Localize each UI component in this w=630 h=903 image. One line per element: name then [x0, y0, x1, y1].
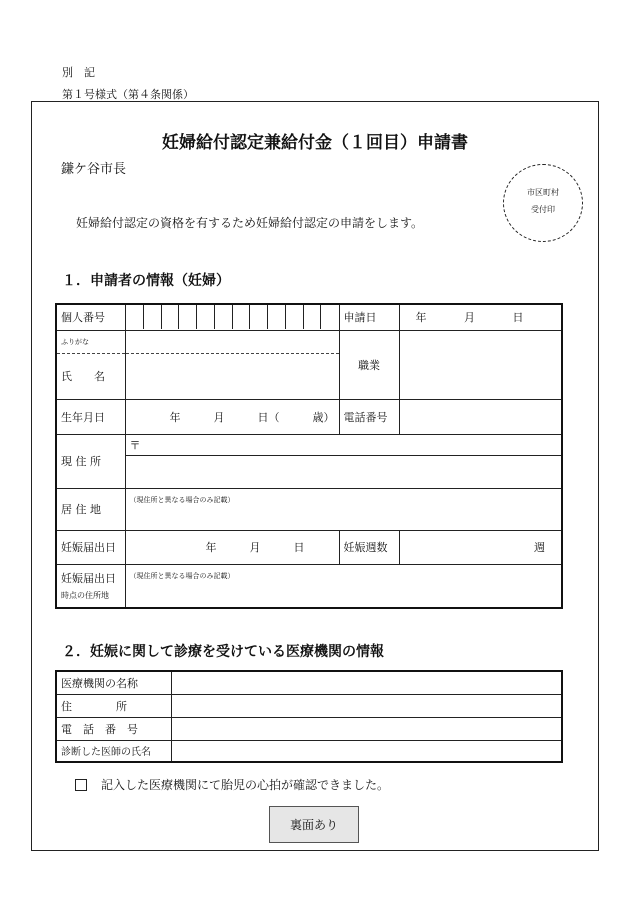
individual-number-field[interactable] [125, 304, 339, 330]
section2-heading: ２．妊娠に関して診療を受けている医療機関の情報 [62, 644, 384, 660]
heartbeat-checkbox-label: 記入した医療機関にて胎児の心拍が確認できました。 [101, 778, 390, 792]
address-field[interactable] [125, 455, 562, 488]
date-month: 月 [464, 311, 475, 325]
birthdate-label: 生年月日 [56, 399, 125, 434]
date-year: 年 [415, 311, 427, 325]
postal-code-field[interactable] [125, 434, 562, 455]
back-side-label: 裏面あり [289, 818, 338, 832]
back-side-button[interactable] [269, 806, 359, 843]
institution-address-label: 住 所 [56, 694, 171, 717]
doctor-name-field[interactable] [171, 740, 562, 762]
application-date-field[interactable] [399, 304, 562, 330]
birthdate-field[interactable] [125, 399, 339, 434]
report-address-field[interactable] [125, 564, 562, 608]
occupation-label: 職業 [339, 330, 399, 399]
institution-name-label: 医療機関の名称 [56, 671, 171, 694]
birthdate-format: 年 月 日（ 歳） [169, 410, 335, 424]
residence-label: 居 住 地 [56, 488, 125, 530]
application-date-label: 申請日 [339, 304, 399, 330]
doctor-name-label: 診断した医師の氏名 [56, 740, 171, 762]
reception-stamp-area [503, 164, 583, 242]
pregnancy-weeks-field[interactable] [399, 530, 562, 564]
form-title: 妊婦給付認定兼給付金（１回目）申請書 [162, 133, 468, 153]
name-field[interactable] [125, 353, 339, 399]
application-statement: 妊婦給付認定の資格を有するため妊婦給付認定の申請をします。 [76, 216, 424, 230]
section1-heading: １．申請者の情報（妊婦） [62, 273, 230, 289]
individual-number-label: 個人番号 [56, 304, 125, 330]
report-address-label [56, 564, 125, 608]
institution-name-field[interactable] [171, 671, 562, 694]
report-address-label-2: 時点の住所地 [61, 591, 109, 601]
pregnancy-weeks-label: 妊娠週数 [339, 530, 399, 564]
address-label: 現 住 所 [56, 434, 125, 488]
heartbeat-checkbox[interactable] [75, 779, 87, 791]
postal-mark: 〒 [129, 438, 141, 452]
furigana-label: ふりがな [56, 330, 125, 353]
residence-note: （現住所と異なる場合のみ記載） [129, 495, 235, 504]
name-label: 氏 名 [56, 353, 125, 399]
report-address-label-1: 妊娠届出日 [61, 572, 116, 586]
phone-label: 電話番号 [339, 399, 399, 434]
occupation-field[interactable] [399, 330, 562, 399]
phone-field[interactable] [399, 399, 562, 434]
report-address-note: （現住所と異なる場合のみ記載） [129, 571, 235, 580]
date-day: 日 [512, 311, 524, 325]
institution-address-field[interactable] [171, 694, 562, 717]
residence-field[interactable] [125, 488, 562, 530]
addressee: 鎌ケ谷市長 [61, 162, 127, 177]
stamp-line1: 市区町村 [527, 188, 559, 197]
stamp-line2: 受付印 [531, 205, 555, 214]
medical-institution-table [55, 670, 563, 763]
institution-phone-label: 電 話 番 号 [56, 717, 171, 740]
institution-phone-field[interactable] [171, 717, 562, 740]
betsu-ki: 別 記 [62, 66, 95, 79]
furigana-field[interactable] [125, 330, 339, 353]
applicant-table [55, 303, 563, 609]
pregnancy-report-date-format: 年 月 日 [205, 541, 305, 554]
pregnancy-report-date-field[interactable] [125, 530, 339, 564]
weeks-unit: 週 [534, 541, 545, 554]
heartbeat-confirmation [75, 776, 389, 793]
form-number: 第１号様式（第４条関係） [62, 88, 194, 101]
pregnancy-report-date-label: 妊娠届出日 [56, 530, 125, 564]
